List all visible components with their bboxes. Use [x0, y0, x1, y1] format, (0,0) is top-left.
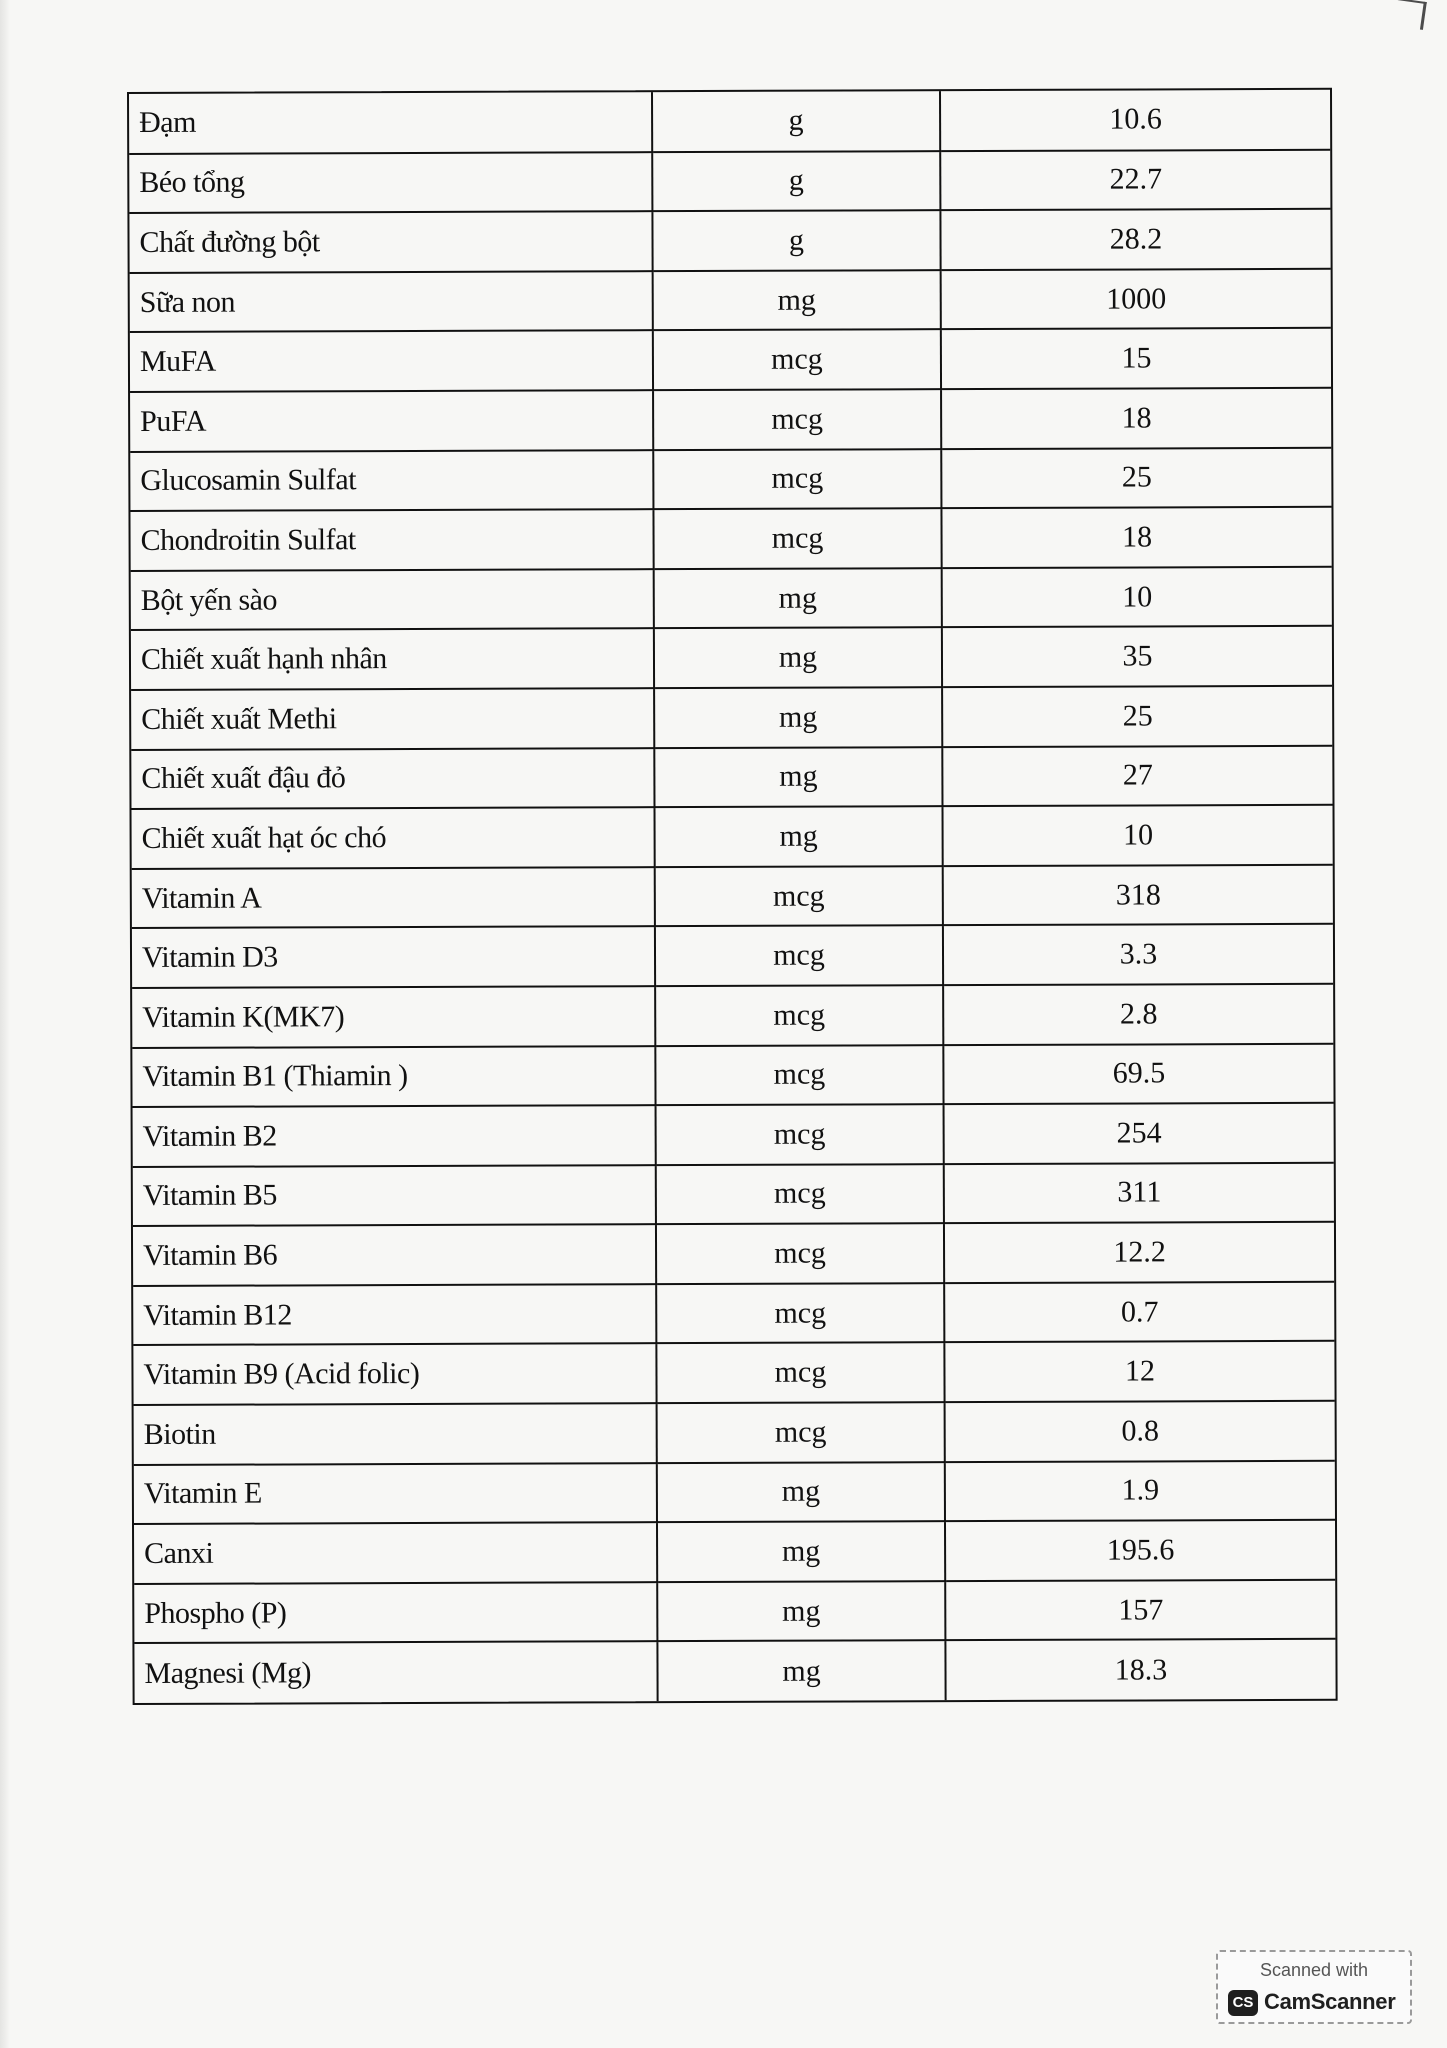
- table-row: [134, 1580, 1335, 1644]
- unit-cell: mcg: [657, 1402, 945, 1463]
- value-cell: 1000: [941, 269, 1331, 330]
- value-cell: 10: [942, 567, 1332, 628]
- table-row: [132, 1043, 1333, 1107]
- unit-cell: mg: [657, 1521, 945, 1582]
- unit-cell: mcg: [655, 985, 943, 1046]
- value-cell: 27: [942, 745, 1332, 806]
- nutrient-name-cell: PuFA: [130, 390, 653, 451]
- table-row: [130, 447, 1331, 511]
- value-cell: 10.6: [940, 90, 1330, 151]
- unit-cell: mg: [657, 1641, 945, 1702]
- table-row: [134, 1460, 1335, 1524]
- value-cell: 25: [941, 447, 1331, 508]
- unit-cell: mg: [654, 628, 942, 689]
- table-row: [134, 1639, 1335, 1703]
- nutrient-name-cell: Vitamin A: [132, 867, 655, 928]
- table-row: [130, 507, 1331, 571]
- unit-cell: mcg: [656, 1164, 944, 1225]
- value-cell: 2.8: [943, 984, 1333, 1045]
- nutrient-name-cell: Chất đường bột: [129, 211, 652, 272]
- camscanner-logo-icon: CS: [1228, 1990, 1258, 2016]
- table-row: [130, 388, 1331, 452]
- camscanner-badge: [1216, 1950, 1412, 2024]
- nutrient-name-cell: Đạm: [129, 92, 652, 153]
- value-cell: 69.5: [943, 1043, 1333, 1104]
- table-row: [129, 209, 1330, 273]
- value-cell: 12: [944, 1341, 1334, 1402]
- unit-cell: mg: [655, 806, 943, 867]
- nutrition-table: [127, 88, 1338, 1705]
- nutrient-name-cell: Chiết xuất hạt óc chó: [132, 807, 655, 868]
- nutrient-name-cell: Chiết xuất hạnh nhân: [131, 629, 654, 690]
- nutrient-name-cell: Vitamin E: [134, 1463, 657, 1524]
- value-cell: 157: [945, 1580, 1335, 1641]
- table-row: [133, 1282, 1334, 1346]
- table-row: [130, 328, 1331, 392]
- nutrient-name-cell: Vitamin K(MK7): [132, 986, 655, 1047]
- unit-cell: mcg: [655, 1045, 943, 1106]
- unit-cell: mcg: [656, 1283, 944, 1344]
- unit-cell: g: [652, 91, 940, 152]
- value-cell: 15: [941, 328, 1331, 389]
- nutrient-name-cell: Bột yến sào: [131, 569, 654, 630]
- table-row: [131, 626, 1332, 690]
- nutrient-name-cell: Phospho (P): [134, 1582, 657, 1643]
- nutrient-name-cell: Vitamin B2: [133, 1105, 656, 1166]
- nutrient-name-cell: Vitamin B6: [133, 1224, 656, 1285]
- table-row: [129, 149, 1330, 213]
- value-cell: 10: [942, 805, 1332, 866]
- corner-mark: [1394, 0, 1427, 30]
- table-row: [133, 1162, 1334, 1226]
- nutrient-name-cell: Vitamin D3: [132, 926, 655, 987]
- table-row: [132, 984, 1333, 1048]
- value-cell: 3.3: [943, 924, 1333, 985]
- value-cell: 0.7: [944, 1282, 1334, 1343]
- unit-cell: mcg: [656, 1223, 944, 1284]
- nutrient-name-cell: MuFA: [130, 331, 653, 392]
- table-row: [132, 805, 1333, 869]
- nutrient-name-cell: Vitamin B5: [133, 1165, 656, 1226]
- nutrient-name-cell: Vitamin B1 (Thiamin ): [132, 1046, 655, 1107]
- value-cell: 18.3: [945, 1639, 1335, 1700]
- unit-cell: mg: [653, 270, 941, 331]
- nutrient-name-cell: Vitamin B9 (Acid folic): [133, 1344, 656, 1405]
- camscanner-brand: CamScanner: [1264, 1989, 1396, 2014]
- value-cell: 18: [941, 388, 1331, 449]
- table-row: [129, 90, 1330, 154]
- table-row: [133, 1103, 1334, 1167]
- value-cell: 18: [941, 507, 1331, 568]
- nutrient-name-cell: Béo tổng: [129, 152, 652, 213]
- unit-cell: mcg: [655, 866, 943, 927]
- nutrient-name-cell: Vitamin B12: [133, 1284, 656, 1345]
- value-cell: 1.9: [945, 1460, 1335, 1521]
- value-cell: 22.7: [940, 149, 1330, 210]
- table-row: [132, 865, 1333, 929]
- nutrition-table-body: [129, 90, 1336, 1703]
- unit-cell: mg: [654, 568, 942, 629]
- unit-cell: mcg: [653, 389, 941, 450]
- unit-cell: mg: [654, 687, 942, 748]
- table-row: [131, 745, 1332, 809]
- value-cell: 318: [943, 865, 1333, 926]
- value-cell: 25: [942, 686, 1332, 747]
- unit-cell: mcg: [653, 330, 941, 391]
- unit-cell: mg: [654, 747, 942, 808]
- table-row: [134, 1520, 1335, 1584]
- table-row: [130, 269, 1331, 333]
- nutrient-name-cell: Chiết xuất Methi: [131, 688, 654, 749]
- table-row: [132, 924, 1333, 988]
- unit-cell: mcg: [656, 1343, 944, 1404]
- nutrient-name-cell: Glucosamin Sulfat: [130, 450, 653, 511]
- value-cell: 35: [942, 626, 1332, 687]
- nutrient-name-cell: Chiết xuất đậu đỏ: [131, 748, 654, 809]
- table-row: [131, 567, 1332, 631]
- scanned-with-text: Scanned with: [1259, 1960, 1369, 1980]
- value-cell: 0.8: [945, 1401, 1335, 1462]
- unit-cell: g: [652, 151, 940, 212]
- unit-cell: mg: [657, 1581, 945, 1642]
- value-cell: 28.2: [940, 209, 1330, 270]
- table-row: [134, 1401, 1335, 1465]
- table-row: [133, 1341, 1334, 1405]
- value-cell: 195.6: [945, 1520, 1335, 1581]
- unit-cell: mcg: [653, 449, 941, 510]
- value-cell: 254: [944, 1103, 1334, 1164]
- value-cell: 311: [944, 1162, 1334, 1223]
- unit-cell: mcg: [656, 1104, 944, 1165]
- page-edge-shadow: [0, 0, 10, 2048]
- nutrient-name-cell: Biotin: [134, 1403, 657, 1464]
- unit-cell: mcg: [655, 925, 943, 986]
- nutrient-name-cell: Magnesi (Mg): [134, 1642, 657, 1703]
- table-row: [133, 1222, 1334, 1286]
- unit-cell: g: [652, 210, 940, 271]
- nutrient-name-cell: Chondroitin Sulfat: [130, 509, 653, 570]
- nutrient-name-cell: Canxi: [134, 1522, 657, 1583]
- unit-cell: mg: [657, 1462, 945, 1523]
- nutrient-name-cell: Sữa non: [130, 271, 653, 332]
- value-cell: 12.2: [944, 1222, 1334, 1283]
- unit-cell: mcg: [653, 508, 941, 569]
- table-row: [131, 686, 1332, 750]
